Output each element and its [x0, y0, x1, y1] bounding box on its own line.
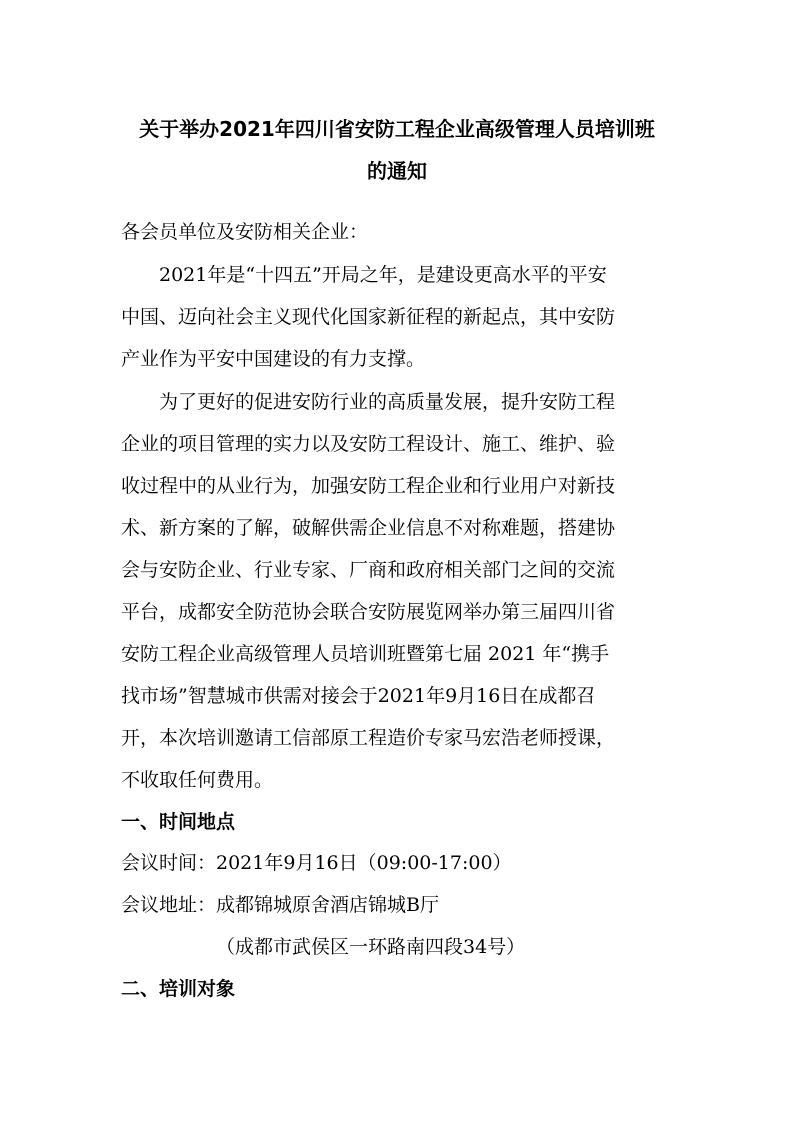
paragraph-2-line-10: 不收取任何费用。 — [121, 769, 274, 791]
paragraph-2-line-3: 收过程中的从业行为，加强安防工程企业和行业用户对新技 — [121, 475, 616, 497]
paragraph-1-line-1: 2021年是“十四五”开局之年，是建设更高水平的平安 — [159, 264, 607, 286]
paragraph-2-line-2: 企业的项目管理的实力以及安防工程设计、施工、维护、验 — [121, 433, 616, 455]
document-title-line-2: 的通知 — [367, 159, 427, 183]
section-heading-training-target: 二、培训对象 — [121, 978, 236, 1000]
meeting-place: 会议地址：成都锦城原舍酒店锦城B厅 — [121, 894, 439, 916]
salutation: 各会员单位及安防相关企业： — [121, 221, 369, 243]
paragraph-2-line-6: 平台，成都安全防范协会联合安防展览网举办第三届四川省 — [121, 601, 616, 623]
paragraph-2-line-1: 为了更好的促进安防行业的高质量发展，提升安防工程 — [159, 391, 616, 413]
meeting-address: （成都市武侯区一环路南四段34号） — [216, 936, 526, 958]
paragraph-2-line-4: 术、新方案的了解，破解供需企业信息不对称难题，搭建协 — [121, 517, 616, 539]
paragraph-2-line-5: 会与安防企业、行业专家、厂商和政府相关部门之间的交流 — [121, 559, 616, 581]
meeting-time: 会议时间：2021年9月16日（09:00-17:00） — [121, 852, 512, 874]
paragraph-1-line-3: 产业作为平安中国建设的有力支撑。 — [121, 348, 426, 370]
paragraph-2-line-8: 找市场”智慧城市供需对接会于2021年9月16日在成都召 — [121, 685, 596, 707]
paragraph-2-line-7: 安防工程企业高级管理人员培训班暨第七届 2021 年“携手 — [121, 643, 610, 665]
section-heading-time-place: 一、时间地点 — [121, 811, 236, 833]
document-title-line-1: 关于举办2021年四川省安防工程企业高级管理人员培训班 — [139, 117, 655, 141]
paragraph-1-line-2: 中国、迈向社会主义现代化国家新征程的新起点，其中安防 — [121, 306, 616, 328]
paragraph-2-line-9: 开，本次培训邀请工信部原工程造价专家马宏浩老师授课， — [121, 727, 616, 749]
